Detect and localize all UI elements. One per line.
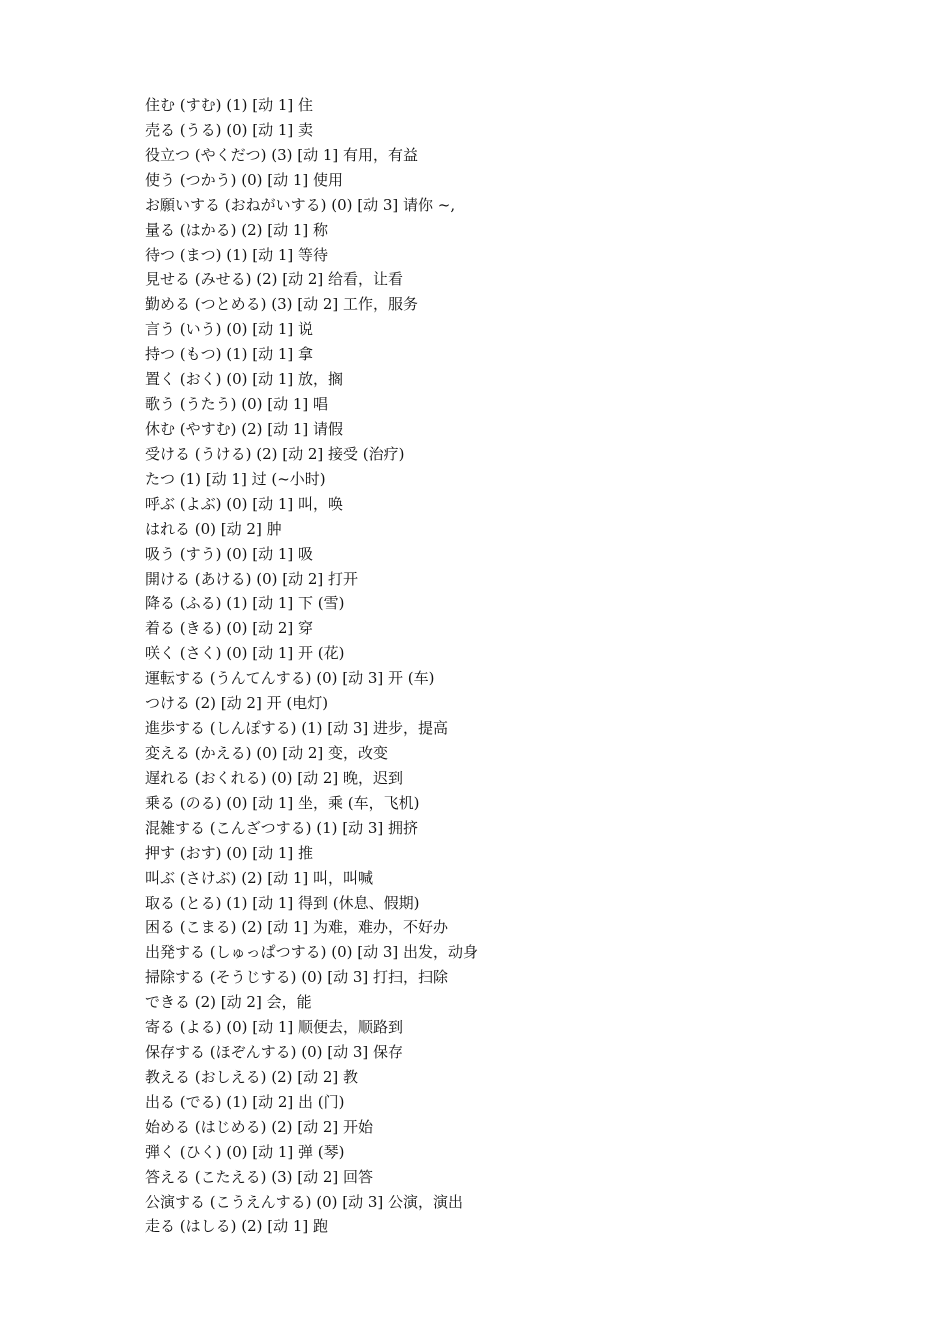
vocab-entry: 取る (とる) (1) [动 1] 得到 (休息、假期) [145,893,420,912]
vocab-entry: 受ける (うける) (2) [动 2] 接受 (治疗) [145,444,405,463]
vocab-entry: 困る (こまる) (2) [动 1] 为难，难办，不好办 [145,918,449,937]
vocab-entry: 混雑する (こんざつする) (1) [动 3] 拥挤 [145,818,419,837]
vocab-entry: 置く (おく) (0) [动 1] 放，搁 [145,370,344,389]
vocab-entry: 着る (きる) (0) [动 2] 穿 [145,619,314,638]
vocab-entry: 叫ぶ (さけぶ) (2) [动 1] 叫，叫喊 [145,868,374,887]
vocab-entry: 答える (こたえる) (3) [动 2] 回答 [145,1167,374,1186]
vocab-entry: お願いする (おねがいする) (0) [动 3] 请你 ~, [145,195,456,214]
vocabulary-list [145,93,478,1239]
vocab-entry: 押す (おす) (0) [动 1] 推 [145,843,314,862]
vocab-entry: 役立つ (やくだつ) (3) [动 1] 有用，有益 [145,145,419,164]
vocab-entry: 出発する (しゅっぱつする) (0) [动 3] 出发，动身 [145,943,479,962]
vocab-entry: 住む (すむ) (1) [动 1] 住 [145,96,314,114]
vocab-entry: 教える (おしえる) (2) [动 2] 教 [145,1067,359,1086]
vocab-entry: はれる (0) [动 2] 肿 [145,519,282,538]
vocab-entry: 弾く (ひく) (0) [动 1] 弹 (琴) [145,1142,345,1161]
vocab-entry: 出る (でる) (1) [动 2] 出 (门) [145,1092,345,1111]
vocab-entry: 公演する (こうえんする) (0) [动 3] 公演，演出 [145,1192,464,1211]
vocab-entry: 使う (つかう) (0) [动 1] 使用 [145,170,344,189]
vocab-entry: 始める (はじめる) (2) [动 2] 开始 [145,1117,374,1136]
vocab-entry: 保存する (ほぞんする) (0) [动 3] 保存 [145,1043,404,1062]
vocab-entry: 量る (はかる) (2) [动 1] 称 [145,220,329,239]
vocab-entry: 遅れる (おくれる) (0) [动 2] 晚，迟到 [145,768,404,787]
vocab-entry: たつ (1) [动 1] 过 (~小时) [145,469,326,488]
vocab-entry: 吸う (すう) (0) [动 1] 吸 [145,544,314,563]
vocab-entry: 見せる (みせる) (2) [动 2] 给看，让看 [145,270,404,289]
vocab-entry: できる (2) [动 2] 会，能 [145,993,312,1012]
vocab-entry: 乗る (のる) (0) [动 1] 坐，乘 (车，飞机) [145,793,420,812]
vocab-entry: 休む (やすむ) (2) [动 1] 请假 [145,419,344,438]
vocab-entry: 進歩する (しんぽする) (1) [动 3] 进步，提高 [145,719,449,738]
vocab-entry: 持つ (もつ) (1) [动 1] 拿 [145,345,314,364]
vocab-entry: 言う (いう) (0) [动 1] 说 [145,320,314,339]
vocab-entry: 呼ぶ (よぶ) (0) [动 1] 叫，唤 [145,494,344,513]
vocab-entry: 咲く (さく) (0) [动 1] 开 (花) [145,644,345,663]
vocab-entry: 変える (かえる) (0) [动 2] 变，改变 [145,743,389,762]
vocab-entry: 売る (うる) (0) [动 1] 卖 [145,120,314,139]
vocab-entry: 歌う (うたう) (0) [动 1] 唱 [145,395,329,414]
vocab-entry: 開ける (あける) (0) [动 2] 打开 [145,569,359,588]
vocab-entry: 掃除する (そうじする) (0) [动 3] 打扫，扫除 [145,968,449,987]
vocab-entry: 待つ (まつ) (1) [动 1] 等待 [145,245,329,264]
vocab-entry: 寄る (よる) (0) [动 1] 顺便去，顺路到 [145,1018,404,1037]
vocab-entry: つける (2) [动 2] 开 (电灯) [145,694,329,713]
vocab-entry: 走る (はしる) (2) [动 1] 跑 [145,1217,329,1236]
vocab-entry: 降る (ふる) (1) [动 1] 下 (雪) [145,594,345,613]
vocab-entry: 勤める (つとめる) (3) [动 2] 工作，服务 [145,295,419,314]
vocab-entry: 運転する (うんてんする) (0) [动 3] 开 (车) [145,669,435,688]
